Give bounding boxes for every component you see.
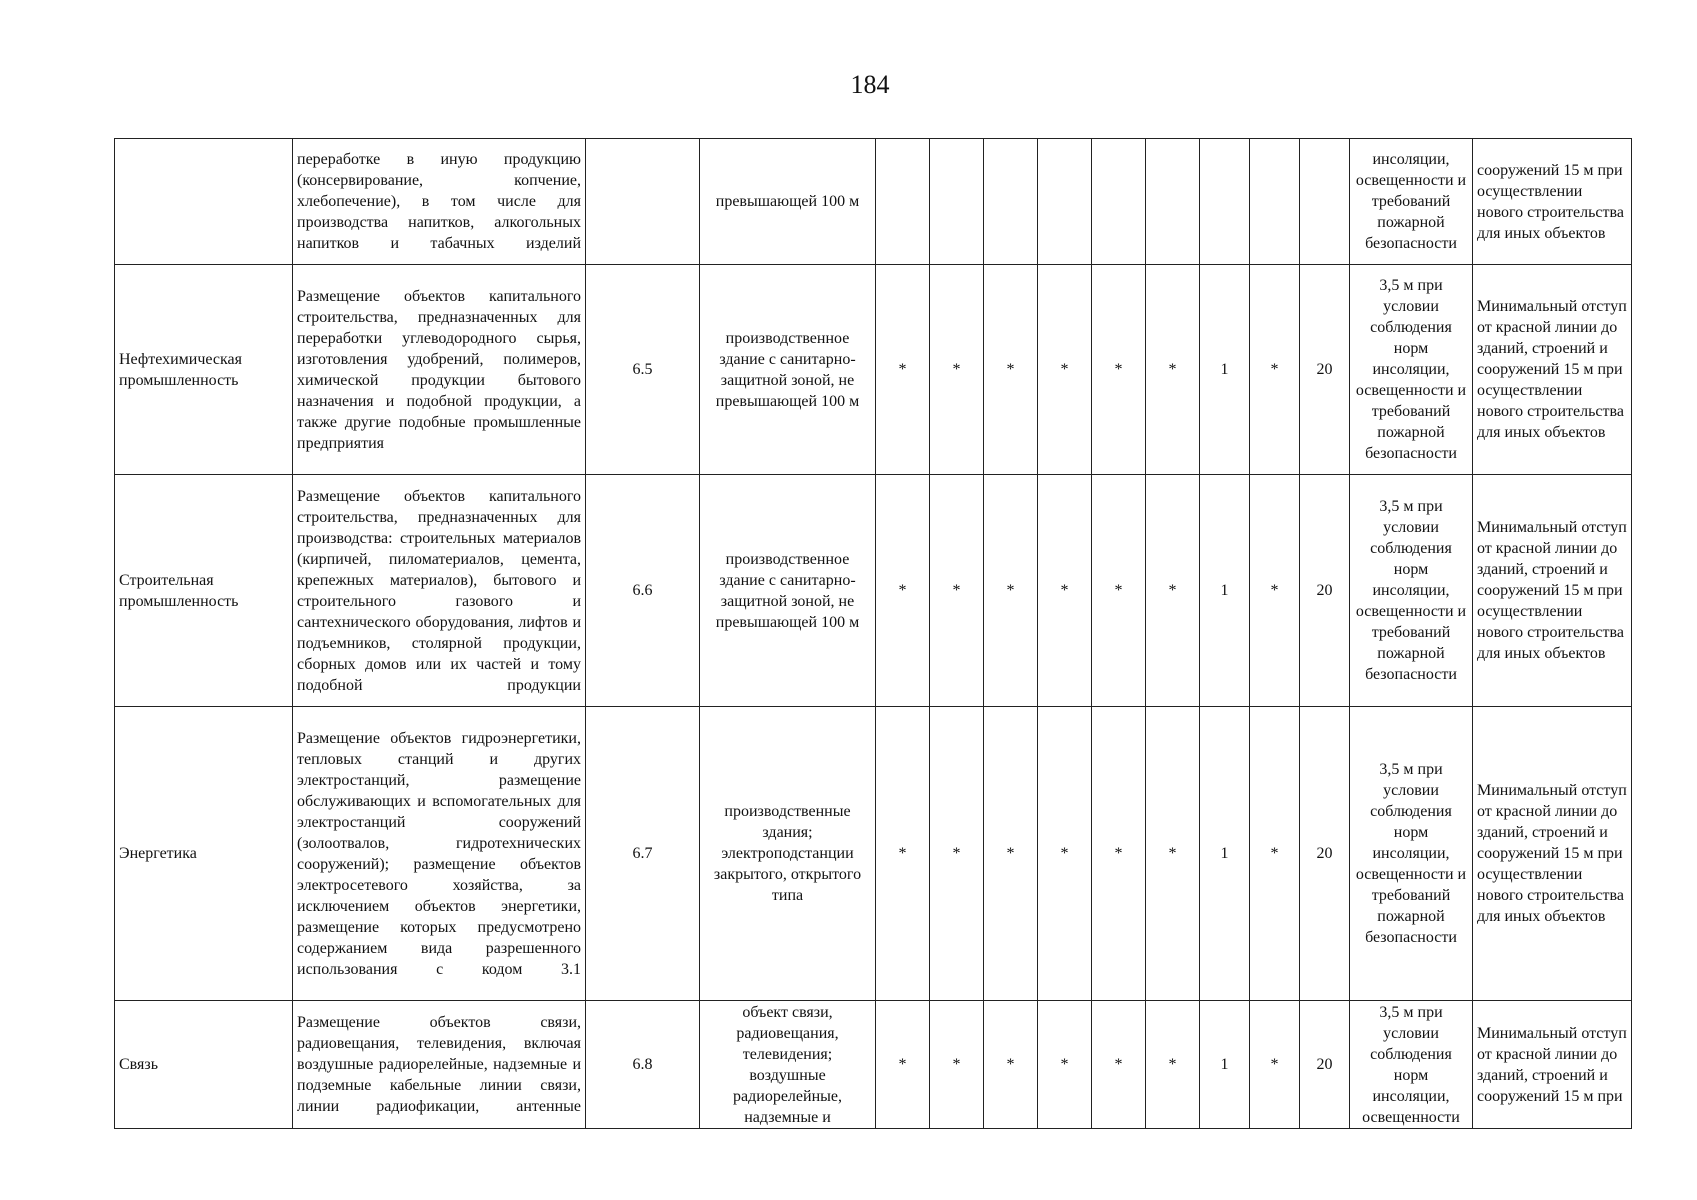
table-row (115, 475, 1632, 707)
param-cell: * (930, 265, 984, 475)
setback-limitations: инсоляции, освещенности и требований пожарной безопасности (1350, 139, 1473, 265)
param-cell: * (1038, 475, 1092, 707)
setback-note: Минимальный отступ от красной линии до зданий, строений и сооружений 15 м при осуществлении нового строительства для иных объектов (1473, 475, 1632, 707)
param-cell: * (1146, 1001, 1200, 1129)
land-use-name: Энергетика (115, 707, 293, 1001)
param-cell (1300, 139, 1350, 265)
page-number: 184 (850, 70, 890, 99)
param-cell (984, 139, 1038, 265)
setback-limitations: 3,5 м при условии соблюдения норм инсоляции, освещенности и требований пожарной безопасности (1350, 707, 1473, 1001)
param-cell: 20 (1300, 707, 1350, 1001)
setback-note: Минимальный отступ от красной линии до зданий, строений и сооружений 15 м при осуществлении нового строительства для иных объектов (1473, 265, 1632, 475)
setback-limitations: 3,5 м при условии соблюдения норм инсоляции, освещенности и требований пожарной безопасности (1350, 475, 1473, 707)
building-type: превышающей 100 м (700, 139, 876, 265)
land-use-name: Строительная промышленность (115, 475, 293, 707)
param-cell: * (1092, 265, 1146, 475)
param-cell: * (876, 707, 930, 1001)
param-cell: * (984, 1001, 1038, 1129)
land-use-name: Нефтехимическая промышленность (115, 265, 293, 475)
param-cell: * (1038, 1001, 1092, 1129)
param-cell: * (984, 707, 1038, 1001)
land-use-description: переработке в иную продукцию (консервирование, копчение, хлебопечение), в том числе для производства напитков, алкогольных напитков и табачных изделий (293, 139, 586, 265)
param-cell (876, 139, 930, 265)
param-cell: 1 (1200, 707, 1250, 1001)
table-row (115, 1001, 1632, 1129)
param-cell: 1 (1200, 1001, 1250, 1129)
param-cell: * (1250, 1001, 1300, 1129)
param-cell: 1 (1200, 265, 1250, 475)
table-row (115, 707, 1632, 1001)
building-type: производственные здания; электроподстанции закрытого, открытого типа (700, 707, 876, 1001)
param-cell: * (1250, 707, 1300, 1001)
param-cell: * (930, 475, 984, 707)
param-cell: * (1146, 475, 1200, 707)
land-use-description: Размещение объектов гидроэнергетики, тепловых станций и других электростанций, размещение обслуживающих и вспомогательных для электростанций сооружений (золоотвалов, гидротехнических сооружений); размещение объектов электросетевого хозяйства, за исключением объектов энергетики, размещение которых предусмотрено содержанием вида разрешенного использования с кодом 3.1 (293, 707, 586, 1001)
building-type: производственное здание с санитарно-защитной зоной, не превышающей 100 м (700, 475, 876, 707)
param-cell: * (1092, 1001, 1146, 1129)
land-use-name (115, 139, 293, 265)
param-cell: * (984, 265, 1038, 475)
param-cell: * (876, 1001, 930, 1129)
param-cell (1200, 139, 1250, 265)
land-use-code: 6.6 (586, 475, 700, 707)
param-cell: * (1092, 707, 1146, 1001)
param-cell: * (1146, 707, 1200, 1001)
param-cell: * (984, 475, 1038, 707)
setback-note: Минимальный отступ от красной линии до зданий, строений и сооружений 15 м при (1473, 1001, 1632, 1129)
building-type: объект связи, радиовещания, телевидения; воздушные радиорелейные, надземные и (700, 1001, 876, 1129)
param-cell (1038, 139, 1092, 265)
land-use-code: 6.8 (586, 1001, 700, 1129)
land-use-name: Связь (115, 1001, 293, 1129)
param-cell: * (876, 265, 930, 475)
table-row (115, 265, 1632, 475)
table-row (115, 139, 1632, 265)
land-use-regulations-table (114, 138, 1632, 1129)
param-cell (1250, 139, 1300, 265)
land-use-code: 6.7 (586, 707, 700, 1001)
param-cell: * (1038, 707, 1092, 1001)
land-use-code: 6.5 (586, 265, 700, 475)
param-cell (1146, 139, 1200, 265)
param-cell: * (1250, 475, 1300, 707)
param-cell: * (930, 707, 984, 1001)
setback-note: сооружений 15 м при осуществлении нового строительства для иных объектов (1473, 139, 1632, 265)
param-cell (1092, 139, 1146, 265)
param-cell: * (930, 1001, 984, 1129)
param-cell: 1 (1200, 475, 1250, 707)
land-use-description: Размещение объектов капитального строительства, предназначенных для производства: строительных материалов (кирпичей, пиломатериалов, цемента, крепежных материалов), бытового и строительного газового и сантехнического оборудования, лифтов и подъемников, столярной продукции, сборных домов или их частей и тому подобной продукции (293, 475, 586, 707)
setback-limitations: 3,5 м при условии соблюдения норм инсоляции, освещенности и требований пожарной безопасности (1350, 265, 1473, 475)
land-use-code (586, 139, 700, 265)
building-type: производственное здание с санитарно-защитной зоной, не превышающей 100 м (700, 265, 876, 475)
param-cell: 20 (1300, 265, 1350, 475)
land-use-description: Размещение объектов связи, радиовещания, телевидения, включая воздушные радиорелейные, надземные и подземные кабельные линии связи, линии радиофикации, антенные (293, 1001, 586, 1129)
param-cell: * (1092, 475, 1146, 707)
param-cell: * (1146, 265, 1200, 475)
land-use-description: Размещение объектов капитального строительства, предназначенных для переработки углеводородного сырья, изготовления удобрений, полимеров, химической продукции бытового назначения и подобной продукции, а также другие подобные промышленные предприятия (293, 265, 586, 475)
setback-note: Минимальный отступ от красной линии до зданий, строений и сооружений 15 м при осуществлении нового строительства для иных объектов (1473, 707, 1632, 1001)
param-cell (930, 139, 984, 265)
param-cell: 20 (1300, 1001, 1350, 1129)
setback-limitations: 3,5 м при условии соблюдения норм инсоляции, освещенности (1350, 1001, 1473, 1129)
param-cell: 20 (1300, 475, 1350, 707)
param-cell: * (1038, 265, 1092, 475)
param-cell: * (876, 475, 930, 707)
param-cell: * (1250, 265, 1300, 475)
